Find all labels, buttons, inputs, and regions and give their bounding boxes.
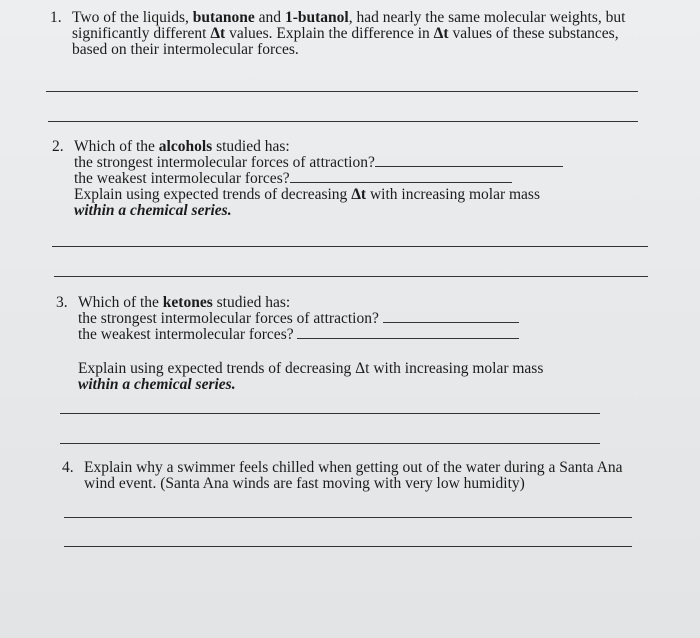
question-1-number: 1. <box>50 9 62 26</box>
butanol-term: 1-butanol <box>284 9 349 26</box>
answer-blank[interactable] <box>375 165 563 167</box>
answer-blank[interactable] <box>290 181 512 183</box>
answer-line[interactable] <box>60 443 600 444</box>
question-1-line-3: based on their intermolecular forces. <box>72 41 299 58</box>
question-3-line-4: Explain using expected trends of decreasing Δt with increasing molar mass <box>78 360 544 377</box>
question-2-line-5: within a chemical series. <box>74 202 232 219</box>
question-2-line-3: the weakest intermolecular forces? <box>74 171 654 187</box>
question-1-line-2: significantly different Δt values. Explain the difference in Δt values of these substances, <box>72 25 619 42</box>
answer-line[interactable] <box>48 121 638 122</box>
answer-line[interactable] <box>60 413 600 414</box>
question-3-line-5: within a chemical series. <box>78 376 236 393</box>
answer-line[interactable] <box>54 276 648 277</box>
question-4-line-2: wind event. (Santa Ana winds are fast moving with very low humidity) <box>84 475 525 492</box>
question-3-number: 3. <box>56 294 68 311</box>
answer-blank[interactable] <box>383 321 519 323</box>
question-3-line-1: Which of the ketones studied has: <box>78 294 291 311</box>
question-2-line-1: Which of the alcohols studied has: <box>74 138 290 155</box>
butanone-term: butanone <box>192 9 255 26</box>
question-3-line-2: the strongest intermolecular forces of attraction? <box>78 311 658 327</box>
question-3-line-3: the weakest intermolecular forces? <box>78 327 658 343</box>
answer-line[interactable] <box>52 246 648 247</box>
question-4-line-1: Explain why a swimmer feels chilled when getting out of the water during a Santa Ana <box>84 459 623 476</box>
question-2-line-4: Explain using expected trends of decreasing Δt with increasing molar mass <box>74 186 540 203</box>
question-2-line-2: the strongest intermolecular forces of attraction? <box>74 155 654 171</box>
question-4-number: 4. <box>62 459 74 476</box>
question-1-line-1: Two of the liquids, butanone and 1-butanol, had nearly the same molecular weights, but <box>72 9 626 26</box>
alcohols-term: alcohols <box>158 138 213 155</box>
ketones-term: ketones <box>162 294 213 311</box>
answer-line[interactable] <box>46 91 638 92</box>
answer-blank[interactable] <box>297 337 519 339</box>
question-2-number: 2. <box>52 138 64 155</box>
answer-line[interactable] <box>64 546 632 547</box>
answer-line[interactable] <box>64 517 632 518</box>
